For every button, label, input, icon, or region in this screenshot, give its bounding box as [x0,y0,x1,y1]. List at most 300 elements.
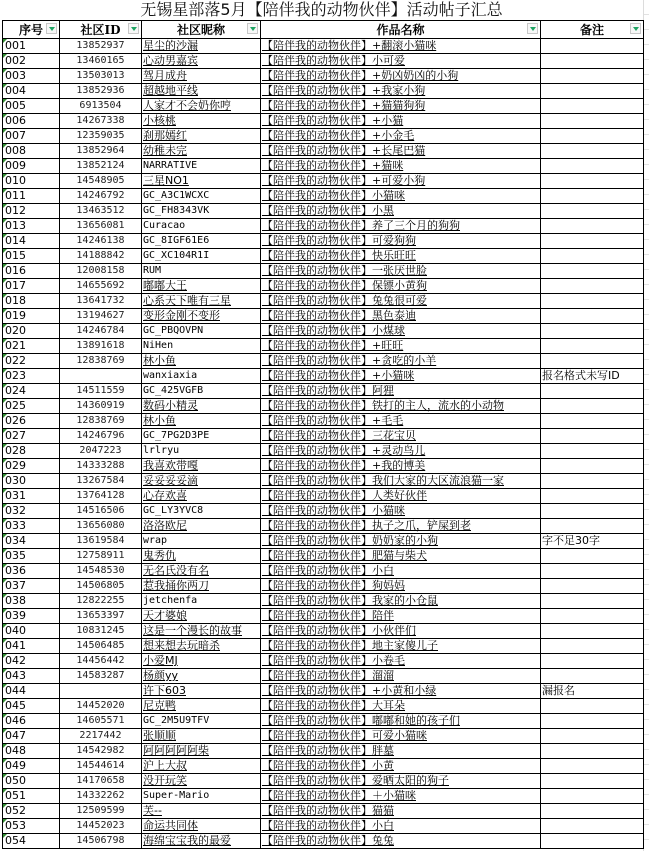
nickname-cell[interactable]: 三星NO1 [142,174,261,189]
work-title-cell[interactable]: 【陪伴我的动物伙伴】+小黄和小绿 [261,684,541,699]
seq-cell[interactable]: 033 [3,519,60,534]
note-cell[interactable] [541,459,644,474]
nickname-cell[interactable]: GC_A3C1WCXC [142,189,261,204]
note-cell[interactable] [541,129,644,144]
table-row [3,429,644,444]
seq-cell[interactable]: 041 [3,639,60,654]
nickname-cell[interactable]: 变形金刚不变形 [142,309,261,324]
work-title-cell[interactable]: 【陪伴我的动物伙伴】+我家小狗 [261,84,541,99]
work-title-cell[interactable]: 【陪伴我的动物伙伴】铁打的主人，流水的小动物 [261,399,541,414]
community-id-cell[interactable]: 12359035 [60,129,142,144]
work-title-cell[interactable]: 【陪伴我的动物伙伴】黑色泰迪 [261,309,541,324]
nickname-cell[interactable]: GC_7PG2D3PE [142,429,261,444]
note-cell[interactable] [541,414,644,429]
seq-cell[interactable]: 047 [3,729,60,744]
table-row [3,369,644,384]
note-cell[interactable] [541,384,644,399]
posts-summary-table [2,20,644,849]
community-id-cell[interactable]: 12838769 [60,354,142,369]
nickname-cell[interactable]: 林小鱼 [142,414,261,429]
community-id-cell[interactable]: 13852964 [60,144,142,159]
column-header-label: 作品名称 [376,23,425,37]
nickname-cell[interactable]: 许下603 [142,684,261,699]
community-id-cell[interactable]: 10831245 [60,624,142,639]
note-cell[interactable] [541,84,644,99]
seq-cell[interactable]: 008 [3,144,60,159]
nickname-cell[interactable]: GC_425VGFB [142,384,261,399]
table-row [3,384,644,399]
work-title-cell[interactable]: 【陪伴我的动物伙伴】+小猫咪 [261,369,541,384]
nickname-cell[interactable]: GC_XC104R1I [142,249,261,264]
note-cell[interactable] [541,594,644,609]
note-cell[interactable] [541,159,644,174]
note-cell[interactable] [541,264,644,279]
seq-cell[interactable]: 006 [3,114,60,129]
seq-cell[interactable]: 012 [3,204,60,219]
nickname-cell[interactable]: NiHen [142,339,261,354]
seq-cell[interactable]: 042 [3,654,60,669]
seq-cell[interactable]: 044 [3,684,60,699]
seq-cell[interactable]: 027 [3,429,60,444]
seq-cell[interactable]: 020 [3,324,60,339]
work-title-cell[interactable]: 【陪伴我的动物伙伴】一张厌世脸 [261,264,541,279]
table-row [3,609,644,624]
community-id-cell[interactable]: 14516506 [60,504,142,519]
seq-cell[interactable]: 005 [3,99,60,114]
seq-cell[interactable]: 025 [3,399,60,414]
nickname-cell[interactable]: 数码小精灵 [142,399,261,414]
work-title-cell[interactable]: 【陪伴我的动物伙伴】快乐旺旺 [261,249,541,264]
seq-cell[interactable]: 045 [3,699,60,714]
work-title-cell[interactable]: 【陪伴我的动物伙伴】阿狸 [261,384,541,399]
seq-cell[interactable]: 003 [3,69,60,84]
table-row [3,744,644,759]
nickname-cell[interactable]: 林小鱼 [142,354,261,369]
note-cell[interactable] [541,54,644,69]
filter-dropdown-icon[interactable] [630,23,641,34]
community-id-cell[interactable]: 14267338 [60,114,142,129]
work-title-cell[interactable]: 【陪伴我的动物伙伴】+小猫 [261,114,541,129]
note-cell[interactable] [541,219,644,234]
nickname-cell[interactable]: 人家才不会奶你哼 [142,99,261,114]
nickname-cell[interactable]: 芙-- [142,804,261,819]
work-title-cell[interactable]: 【陪伴我的动物伙伴】执子之爪，铲屎到老 [261,519,541,534]
community-id-cell[interactable]: 14360919 [60,399,142,414]
table-row [3,804,644,819]
table-row [3,759,644,774]
nickname-cell[interactable]: Curacao [142,219,261,234]
note-cell[interactable] [541,669,644,684]
work-title-cell[interactable]: 【陪伴我的动物伙伴】+翻滚小猫咪 [261,39,541,54]
table-row [3,789,644,804]
nickname-cell[interactable]: 幼稚未完 [142,144,261,159]
nickname-cell[interactable]: 这是一个漫长的故事 [142,624,261,639]
work-title-cell[interactable]: 【陪伴我的动物伙伴】+猫猫狗狗 [261,99,541,114]
work-title-cell[interactable]: 【陪伴我的动物伙伴】+猫咪 [261,159,541,174]
note-cell[interactable]: 漏报名 [541,684,644,699]
table-row [3,684,644,699]
work-title-cell[interactable]: 【陪伴我的动物伙伴】＋小猫咪 [261,789,541,804]
work-title-cell[interactable]: 【陪伴我的动物伙伴】爱晒太阳的狗子 [261,774,541,789]
nickname-cell[interactable]: GC_FH8343VK [142,204,261,219]
note-cell[interactable] [541,489,644,504]
community-id-cell[interactable]: 12822255 [60,594,142,609]
note-cell[interactable]: 报名格式未写ID [541,369,644,384]
work-title-cell[interactable]: 【陪伴我的动物伙伴】奶奶家的小狗 [261,534,541,549]
seq-cell[interactable]: 014 [3,234,60,249]
note-cell[interactable] [541,309,644,324]
work-title-cell[interactable]: 【陪伴我的动物伙伴】嘟嘟和她的孩子们 [261,714,541,729]
community-id-cell[interactable]: 14452020 [60,699,142,714]
nickname-cell[interactable]: 海绵宝宝我的最爱 [142,834,261,849]
community-id-cell[interactable]: 13852936 [60,84,142,99]
seq-cell[interactable]: 009 [3,159,60,174]
note-cell[interactable] [541,444,644,459]
community-id-cell[interactable]: 14548905 [60,174,142,189]
note-cell[interactable] [541,819,644,834]
nickname-cell[interactable]: Super-Mario [142,789,261,804]
work-title-cell[interactable]: 【陪伴我的动物伙伴】狗妈妈 [261,579,541,594]
seq-cell[interactable]: 010 [3,174,60,189]
seq-cell[interactable]: 037 [3,579,60,594]
note-cell[interactable] [541,654,644,669]
note-cell[interactable] [541,639,644,654]
seq-cell[interactable]: 023 [3,369,60,384]
seq-cell[interactable]: 050 [3,774,60,789]
nickname-cell[interactable]: 心系天下唯有三星 [142,294,261,309]
column-header-community-id [60,21,142,39]
community-id-cell[interactable]: 2217442 [60,729,142,744]
community-id-cell[interactable]: 14456442 [60,654,142,669]
note-cell[interactable] [541,504,644,519]
nickname-cell[interactable]: RUM [142,264,261,279]
seq-cell[interactable]: 046 [3,714,60,729]
note-cell[interactable] [541,579,644,594]
seq-cell[interactable]: 019 [3,309,60,324]
column-header-label: 社区昵称 [176,23,225,37]
work-title-cell[interactable]: 【陪伴我的动物伙伴】地主家傻儿子 [261,639,541,654]
note-cell[interactable] [541,189,644,204]
community-id-cell[interactable]: 14605571 [60,714,142,729]
seq-cell[interactable]: 001 [3,39,60,54]
nickname-cell[interactable]: wrap [142,534,261,549]
community-id-cell[interactable]: 13764128 [60,489,142,504]
seq-cell[interactable]: 002 [3,54,60,69]
seq-cell[interactable]: 034 [3,534,60,549]
work-title-cell[interactable]: 【陪伴我的动物伙伴】+长尾巴猫 [261,144,541,159]
note-cell[interactable] [541,699,644,714]
work-title-cell[interactable]: 【陪伴我的动物伙伴】我家的小仓鼠 [261,594,541,609]
community-id-cell[interactable]: 14452023 [60,819,142,834]
nickname-cell[interactable]: 没开玩笑 [142,774,261,789]
seq-cell[interactable]: 015 [3,249,60,264]
nickname-cell[interactable]: 嘟嘟大王 [142,279,261,294]
work-title-cell[interactable]: 【陪伴我的动物伙伴】+贪吃的小羊 [261,354,541,369]
nickname-cell[interactable]: lrlryu [142,444,261,459]
table-row [3,144,644,159]
seq-cell[interactable]: 031 [3,489,60,504]
table-row [3,354,644,369]
nickname-cell[interactable]: 心动男嘉宾 [142,54,261,69]
nickname-cell[interactable]: jetchenfa [142,594,261,609]
community-id-cell[interactable]: 14246796 [60,429,142,444]
community-id-cell[interactable]: 13891618 [60,339,142,354]
work-title-cell[interactable]: 【陪伴我的动物伙伴】大耳朵 [261,699,541,714]
community-id-cell[interactable]: 14583287 [60,669,142,684]
seq-cell[interactable]: 029 [3,459,60,474]
nickname-cell[interactable]: 妥妥妥妥滴 [142,474,261,489]
seq-cell[interactable]: 013 [3,219,60,234]
note-cell[interactable] [541,99,644,114]
community-id-cell[interactable]: 12509599 [60,804,142,819]
community-id-cell[interactable]: 12758911 [60,549,142,564]
nickname-cell[interactable]: GC_8IGF61E6 [142,234,261,249]
nickname-cell[interactable]: 惹我捅你两刀 [142,579,261,594]
community-id-cell[interactable]: 14511559 [60,384,142,399]
note-cell[interactable] [541,759,644,774]
note-cell[interactable] [541,624,644,639]
work-title-cell[interactable]: 【陪伴我的动物伙伴】+奶凶奶凶的小狗 [261,69,541,84]
nickname-cell[interactable]: 沪上大叔 [142,759,261,774]
work-title-cell[interactable]: 【陪伴我的动物伙伴】小可爱 [261,54,541,69]
filter-dropdown-icon[interactable] [46,23,57,34]
nickname-cell[interactable]: 无名氏没有名 [142,564,261,579]
community-id-cell[interactable]: 13503013 [60,69,142,84]
nickname-cell[interactable]: NARRATIVE [142,159,261,174]
seq-cell[interactable]: 038 [3,594,60,609]
nickname-cell[interactable]: 刹那嫣红 [142,129,261,144]
nickname-cell[interactable]: GC_2M5U9TFV [142,714,261,729]
seq-cell[interactable]: 030 [3,474,60,489]
filter-dropdown-icon[interactable] [247,23,258,34]
work-title-cell[interactable]: 【陪伴我的动物伙伴】三花宝贝 [261,429,541,444]
seq-cell[interactable]: 026 [3,414,60,429]
community-id-cell[interactable]: 14548530 [60,564,142,579]
community-id-cell[interactable]: 13656081 [60,219,142,234]
seq-cell[interactable]: 022 [3,354,60,369]
work-title-cell[interactable]: 【陪伴我的动物伙伴】小卷毛 [261,654,541,669]
seq-cell[interactable]: 028 [3,444,60,459]
nickname-cell[interactable]: 杨颜yy [142,669,261,684]
table-row [3,39,644,54]
note-cell[interactable] [541,804,644,819]
nickname-cell[interactable]: 小核桃 [142,114,261,129]
community-id-cell[interactable]: 13460165 [60,54,142,69]
community-id-cell[interactable]: 14544614 [60,759,142,774]
note-cell[interactable]: 字不足30字 [541,534,644,549]
seq-cell[interactable]: 004 [3,84,60,99]
note-cell[interactable] [541,714,644,729]
note-cell[interactable] [541,789,644,804]
work-title-cell[interactable]: 【陪伴我的动物伙伴】+灵动鸟儿 [261,444,541,459]
nickname-cell[interactable]: 驾月成舟 [142,69,261,84]
seq-cell[interactable]: 053 [3,819,60,834]
community-id-cell[interactable]: 13852937 [60,39,142,54]
work-title-cell[interactable]: 【陪伴我的动物伙伴】兔兔 [261,834,541,849]
community-id-cell[interactable]: 13641732 [60,294,142,309]
table-row [3,699,644,714]
work-title-cell[interactable]: 【陪伴我的动物伙伴】+旺旺 [261,339,541,354]
work-title-cell[interactable]: 【陪伴我的动物伙伴】陪伴 [261,609,541,624]
nickname-cell[interactable]: wanxiaxia [142,369,261,384]
nickname-cell[interactable]: GC_PBQOVPN [142,324,261,339]
seq-cell[interactable]: 049 [3,759,60,774]
community-id-cell[interactable]: 13619584 [60,534,142,549]
nickname-cell[interactable]: 天才婆娘 [142,609,261,624]
community-id-cell[interactable]: 14188842 [60,249,142,264]
seq-cell[interactable]: 032 [3,504,60,519]
community-id-cell[interactable]: 12008158 [60,264,142,279]
table-row [3,129,644,144]
work-title-cell[interactable]: 【陪伴我的动物伙伴】胖墓 [261,744,541,759]
community-id-cell[interactable] [60,369,142,384]
seq-cell[interactable]: 051 [3,789,60,804]
note-cell[interactable] [541,324,644,339]
community-id-cell[interactable]: 13852124 [60,159,142,174]
work-title-cell[interactable]: 【陪伴我的动物伙伴】兔兔很可爱 [261,294,541,309]
note-cell[interactable] [541,399,644,414]
filter-dropdown-icon[interactable] [128,23,139,34]
note-cell[interactable] [541,519,644,534]
note-cell[interactable] [541,69,644,84]
note-cell[interactable] [541,609,644,624]
note-cell[interactable] [541,279,644,294]
header-row [3,21,644,39]
note-cell[interactable] [541,174,644,189]
work-title-cell[interactable]: 【陪伴我的动物伙伴】溜溜 [261,669,541,684]
community-id-cell[interactable]: 14170658 [60,774,142,789]
work-title-cell[interactable]: 【陪伴我的动物伙伴】+我的博美 [261,459,541,474]
seq-cell[interactable]: 048 [3,744,60,759]
nickname-cell[interactable]: 星尘的沙漏 [142,39,261,54]
note-cell[interactable] [541,744,644,759]
community-id-cell[interactable]: 14332262 [60,789,142,804]
seq-cell[interactable]: 039 [3,609,60,624]
nickname-cell[interactable]: 命运共同体 [142,819,261,834]
note-cell[interactable] [541,834,644,849]
work-title-cell[interactable]: 【陪伴我的动物伙伴】小伙伴们 [261,624,541,639]
note-cell[interactable] [541,249,644,264]
note-cell[interactable] [541,144,644,159]
community-id-cell[interactable]: 6913504 [60,99,142,114]
note-cell[interactable] [541,294,644,309]
community-id-cell[interactable]: 14246784 [60,324,142,339]
nickname-cell[interactable]: 小爱MJ [142,654,261,669]
nickname-cell[interactable]: 洛洛欧尼 [142,519,261,534]
nickname-cell[interactable]: 尼克鸭 [142,699,261,714]
work-title-cell[interactable]: 【陪伴我的动物伙伴】可爱狗狗 [261,234,541,249]
table-row [3,504,644,519]
note-cell[interactable] [541,474,644,489]
work-title-cell[interactable]: 【陪伴我的动物伙伴】小白 [261,564,541,579]
nickname-cell[interactable]: GC_LY3YVC8 [142,504,261,519]
seq-cell[interactable]: 035 [3,549,60,564]
table-row [3,174,644,189]
community-id-cell[interactable]: 13194627 [60,309,142,324]
work-title-cell[interactable]: 【陪伴我的动物伙伴】小猫咪 [261,504,541,519]
work-title-cell[interactable]: 【陪伴我的动物伙伴】小黑 [261,204,541,219]
note-cell[interactable] [541,114,644,129]
community-id-cell[interactable]: 14506798 [60,834,142,849]
seq-cell[interactable]: 043 [3,669,60,684]
note-cell[interactable] [541,354,644,369]
seq-cell[interactable]: 018 [3,294,60,309]
nickname-cell[interactable]: 想来想去玩暗杀 [142,639,261,654]
note-cell[interactable] [541,564,644,579]
work-title-cell[interactable]: 【陪伴我的动物伙伴】养了三个月的狗狗 [261,219,541,234]
seq-cell[interactable]: 021 [3,339,60,354]
note-cell[interactable] [541,729,644,744]
community-id-cell[interactable]: 13267584 [60,474,142,489]
note-cell[interactable] [541,774,644,789]
note-cell[interactable] [541,204,644,219]
community-id-cell[interactable]: 14542982 [60,744,142,759]
table-row [3,564,644,579]
community-id-cell[interactable]: 14246792 [60,189,142,204]
note-cell[interactable] [541,234,644,249]
work-title-cell[interactable]: 【陪伴我的动物伙伴】小黄 [261,759,541,774]
note-cell[interactable] [541,39,644,54]
community-id-cell[interactable]: 2047223 [60,444,142,459]
note-cell[interactable] [541,549,644,564]
community-id-cell[interactable]: 13463512 [60,204,142,219]
work-title-cell[interactable]: 【陪伴我的动物伙伴】保镖小黄狗 [261,279,541,294]
seq-cell[interactable]: 007 [3,129,60,144]
nickname-cell[interactable]: 我喜欢带嘎 [142,459,261,474]
filter-dropdown-icon[interactable] [527,23,538,34]
seq-cell[interactable]: 054 [3,834,60,849]
seq-cell[interactable]: 024 [3,384,60,399]
seq-cell[interactable]: 052 [3,804,60,819]
nickname-cell[interactable]: 阿阿阿阿阿柴 [142,744,261,759]
community-id-cell[interactable]: 14246138 [60,234,142,249]
community-id-cell[interactable]: 14506485 [60,639,142,654]
work-title-cell[interactable]: 【陪伴我的动物伙伴】我们大家的大区流浪猫一家 [261,474,541,489]
work-title-cell[interactable]: 【陪伴我的动物伙伴】+毛毛 [261,414,541,429]
work-title-cell[interactable]: 【陪伴我的动物伙伴】小猫咪 [261,189,541,204]
seq-cell[interactable]: 036 [3,564,60,579]
work-title-cell[interactable]: 【陪伴我的动物伙伴】+小金毛 [261,129,541,144]
nickname-cell[interactable]: 鬼秀仇 [142,549,261,564]
nickname-cell[interactable]: 超越地平线 [142,84,261,99]
seq-cell[interactable]: 016 [3,264,60,279]
table-row [3,69,644,84]
nickname-cell[interactable]: 心存欢喜 [142,489,261,504]
community-id-cell[interactable]: 14655692 [60,279,142,294]
note-cell[interactable] [541,429,644,444]
work-title-cell[interactable]: 【陪伴我的动物伙伴】人类好伙伴 [261,489,541,504]
community-id-cell[interactable]: 13656080 [60,519,142,534]
note-cell[interactable] [541,339,644,354]
seq-cell[interactable]: 040 [3,624,60,639]
work-title-cell[interactable]: 【陪伴我的动物伙伴】+可爱小狗 [261,174,541,189]
work-title-cell[interactable]: 【陪伴我的动物伙伴】肥猫与柴犬 [261,549,541,564]
seq-cell[interactable]: 011 [3,189,60,204]
work-title-cell[interactable]: 【陪伴我的动物伙伴】小白 [261,819,541,834]
seq-cell[interactable]: 017 [3,279,60,294]
column-header-work-title [261,21,541,39]
community-id-cell[interactable] [60,684,142,699]
nickname-cell[interactable]: 张顺顺 [142,729,261,744]
community-id-cell[interactable]: 13653397 [60,609,142,624]
community-id-cell[interactable]: 12838769 [60,414,142,429]
work-title-cell[interactable]: 【陪伴我的动物伙伴】可爱小猫咪 [261,729,541,744]
work-title-cell[interactable]: 【陪伴我的动物伙伴】猫猫 [261,804,541,819]
community-id-cell[interactable]: 14506805 [60,579,142,594]
sheet-title: 无锡星部落5月【陪伴我的动物伙伴】活动帖子汇总 [140,0,503,19]
work-title-cell[interactable]: 【陪伴我的动物伙伴】小煤球 [261,324,541,339]
community-id-cell[interactable]: 14333288 [60,459,142,474]
